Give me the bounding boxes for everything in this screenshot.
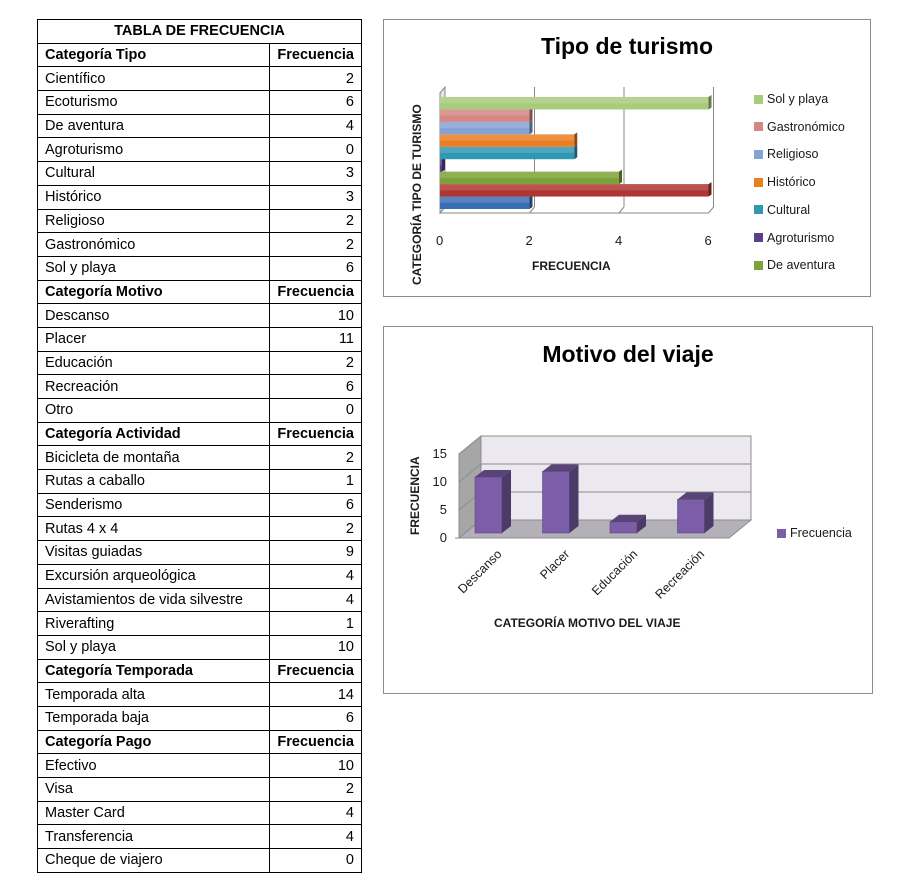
row-label: Cheque de viajero <box>38 849 270 873</box>
row-value: 2 <box>270 517 362 541</box>
legend-item <box>754 175 816 189</box>
row-value: 2 <box>270 233 362 257</box>
legend-item <box>754 147 818 161</box>
column <box>475 477 502 533</box>
legend-label: Cultural <box>767 202 811 217</box>
row-label: Avistamientos de vida silvestre <box>38 588 270 612</box>
frequency-table <box>37 19 362 873</box>
legend-swatch <box>754 233 763 242</box>
row-value: 6 <box>270 256 362 280</box>
table-row <box>38 399 362 423</box>
table-title-row <box>38 20 362 44</box>
legend-item <box>754 231 834 245</box>
section-header-row <box>38 422 362 446</box>
row-label: Excursión arqueológica <box>38 564 270 588</box>
row-label: Religioso <box>38 209 270 233</box>
row-label: Transferencia <box>38 825 270 849</box>
row-value: 10 <box>270 635 362 659</box>
table-row <box>38 351 362 375</box>
chart-motivo-viaje <box>383 326 873 694</box>
frequency-header: Frecuencia <box>270 730 362 754</box>
row-value: 2 <box>270 209 362 233</box>
table-row <box>38 304 362 328</box>
column <box>678 499 705 533</box>
row-label: Cultural <box>38 162 270 186</box>
section-header: Categoría Tipo <box>38 43 270 67</box>
row-value: 6 <box>270 706 362 730</box>
table-row <box>38 470 362 494</box>
x-tick: 6 <box>704 233 712 248</box>
column <box>543 471 570 533</box>
row-label: Agroturismo <box>38 138 270 162</box>
table-row <box>38 185 362 209</box>
legend-item <box>754 92 828 106</box>
row-label: Visitas guiadas <box>38 541 270 565</box>
section-header: Categoría Motivo <box>38 280 270 304</box>
table-row <box>38 825 362 849</box>
row-label: Rutas a caballo <box>38 470 270 494</box>
x-axis-label: FRECUENCIA <box>532 259 611 273</box>
row-value: 0 <box>270 138 362 162</box>
table-row <box>38 375 362 399</box>
table-row <box>38 541 362 565</box>
table-row <box>38 233 362 257</box>
row-value: 4 <box>270 114 362 138</box>
x-category-label: Placer <box>537 547 573 582</box>
legend-swatch <box>754 150 763 159</box>
section-header-row <box>38 280 362 304</box>
table-row <box>38 91 362 115</box>
frequency-header: Frecuencia <box>270 659 362 683</box>
section-header-row <box>38 43 362 67</box>
row-value: 3 <box>270 185 362 209</box>
table-row <box>38 517 362 541</box>
legend-swatch <box>754 122 763 131</box>
row-value: 10 <box>270 754 362 778</box>
row-label: Otro <box>38 399 270 423</box>
y-axis-label: CATEGORÍA TIPO DE TURISMO <box>410 104 424 285</box>
frequency-header: Frecuencia <box>270 422 362 446</box>
row-label: Temporada alta <box>38 683 270 707</box>
y-tick: 0 <box>439 530 447 545</box>
y-axis-label: FRECUENCIA <box>408 456 422 535</box>
row-label: De aventura <box>38 114 270 138</box>
table-row <box>38 114 362 138</box>
legend-label: Gastronómico <box>767 119 845 134</box>
row-value: 6 <box>270 493 362 517</box>
section-header-row <box>38 730 362 754</box>
table-row <box>38 754 362 778</box>
table-row <box>38 635 362 659</box>
legend-swatch <box>777 529 786 538</box>
row-value: 4 <box>270 825 362 849</box>
section-header: Categoría Pago <box>38 730 270 754</box>
row-value: 6 <box>270 91 362 115</box>
row-label: Temporada baja <box>38 706 270 730</box>
table-row <box>38 612 362 636</box>
x-category-label: Descanso <box>455 547 505 597</box>
legend-label: Agroturismo <box>767 230 835 245</box>
row-value: 9 <box>270 541 362 565</box>
table-row <box>38 683 362 707</box>
table-row <box>38 162 362 186</box>
chart-tipo-turismo <box>383 19 871 297</box>
row-value: 0 <box>270 849 362 873</box>
table-row <box>38 849 362 873</box>
frequency-header: Frecuencia <box>270 43 362 67</box>
row-label: Senderismo <box>38 493 270 517</box>
row-label: Histórico <box>38 185 270 209</box>
column <box>610 522 637 533</box>
row-value: 11 <box>270 327 362 351</box>
frequency-header: Frecuencia <box>270 280 362 304</box>
row-label: Ecoturismo <box>38 91 270 115</box>
legend-swatch <box>754 178 763 187</box>
table-row <box>38 588 362 612</box>
row-label: Descanso <box>38 304 270 328</box>
legend-label: Histórico <box>767 175 816 190</box>
row-value: 1 <box>270 470 362 494</box>
row-value: 6 <box>270 375 362 399</box>
row-label: Sol y playa <box>38 256 270 280</box>
row-label: Efectivo <box>38 754 270 778</box>
table-row <box>38 138 362 162</box>
row-value: 2 <box>270 778 362 802</box>
row-value: 14 <box>270 683 362 707</box>
row-label: Gastronómico <box>38 233 270 257</box>
x-tick: 2 <box>525 233 533 248</box>
legend-label: Sol y playa <box>767 92 829 106</box>
x-tick: 4 <box>615 233 623 248</box>
legend-swatch <box>754 261 763 270</box>
x-tick: 0 <box>436 233 444 248</box>
table-row <box>38 446 362 470</box>
y-tick: 5 <box>439 502 447 517</box>
table-title: TABLA DE FRECUENCIA <box>38 20 362 44</box>
legend-item <box>777 526 852 540</box>
table-row <box>38 778 362 802</box>
legend-label: Religioso <box>767 147 819 162</box>
row-label: Visa <box>38 778 270 802</box>
row-value: 1 <box>270 612 362 636</box>
legend-item <box>754 258 835 272</box>
table-row <box>38 327 362 351</box>
x-category-label: Educación <box>588 547 640 599</box>
row-label: Rutas 4 x 4 <box>38 517 270 541</box>
column-plot-area <box>384 327 874 695</box>
row-label: Sol y playa <box>38 635 270 659</box>
row-value: 2 <box>270 351 362 375</box>
row-value: 2 <box>270 67 362 91</box>
row-value: 4 <box>270 801 362 825</box>
table-row <box>38 801 362 825</box>
row-value: 3 <box>270 162 362 186</box>
row-value: 10 <box>270 304 362 328</box>
chart-title: Motivo del viaje <box>542 341 714 367</box>
section-header: Categoría Temporada <box>38 659 270 683</box>
table-row <box>38 67 362 91</box>
table-row <box>38 564 362 588</box>
y-tick: 10 <box>432 474 447 489</box>
x-axis-label: CATEGORÍA MOTIVO DEL VIAJE <box>494 616 681 630</box>
row-value: 0 <box>270 399 362 423</box>
row-value: 4 <box>270 588 362 612</box>
table-row <box>38 209 362 233</box>
row-label: Recreación <box>38 375 270 399</box>
section-header-row <box>38 659 362 683</box>
table-row <box>38 493 362 517</box>
row-label: Científico <box>38 67 270 91</box>
row-value: 2 <box>270 446 362 470</box>
row-label: Educación <box>38 351 270 375</box>
legend-swatch <box>754 205 763 214</box>
row-label: Master Card <box>38 801 270 825</box>
x-category-label: Recreación <box>652 547 708 602</box>
row-label: Bicicleta de montaña <box>38 446 270 470</box>
legend-label: De aventura <box>767 258 836 273</box>
chart-title: Tipo de turismo <box>540 33 714 59</box>
row-label: Riverafting <box>38 612 270 636</box>
row-label: Placer <box>38 327 270 351</box>
section-header: Categoría Actividad <box>38 422 270 446</box>
table-row <box>38 706 362 730</box>
table-row <box>38 256 362 280</box>
legend-item <box>754 120 845 134</box>
legend-label: Frecuencia <box>790 526 852 540</box>
legend-swatch <box>754 95 763 104</box>
y-tick: 15 <box>432 446 447 461</box>
row-value: 4 <box>270 564 362 588</box>
legend-item <box>754 203 810 217</box>
